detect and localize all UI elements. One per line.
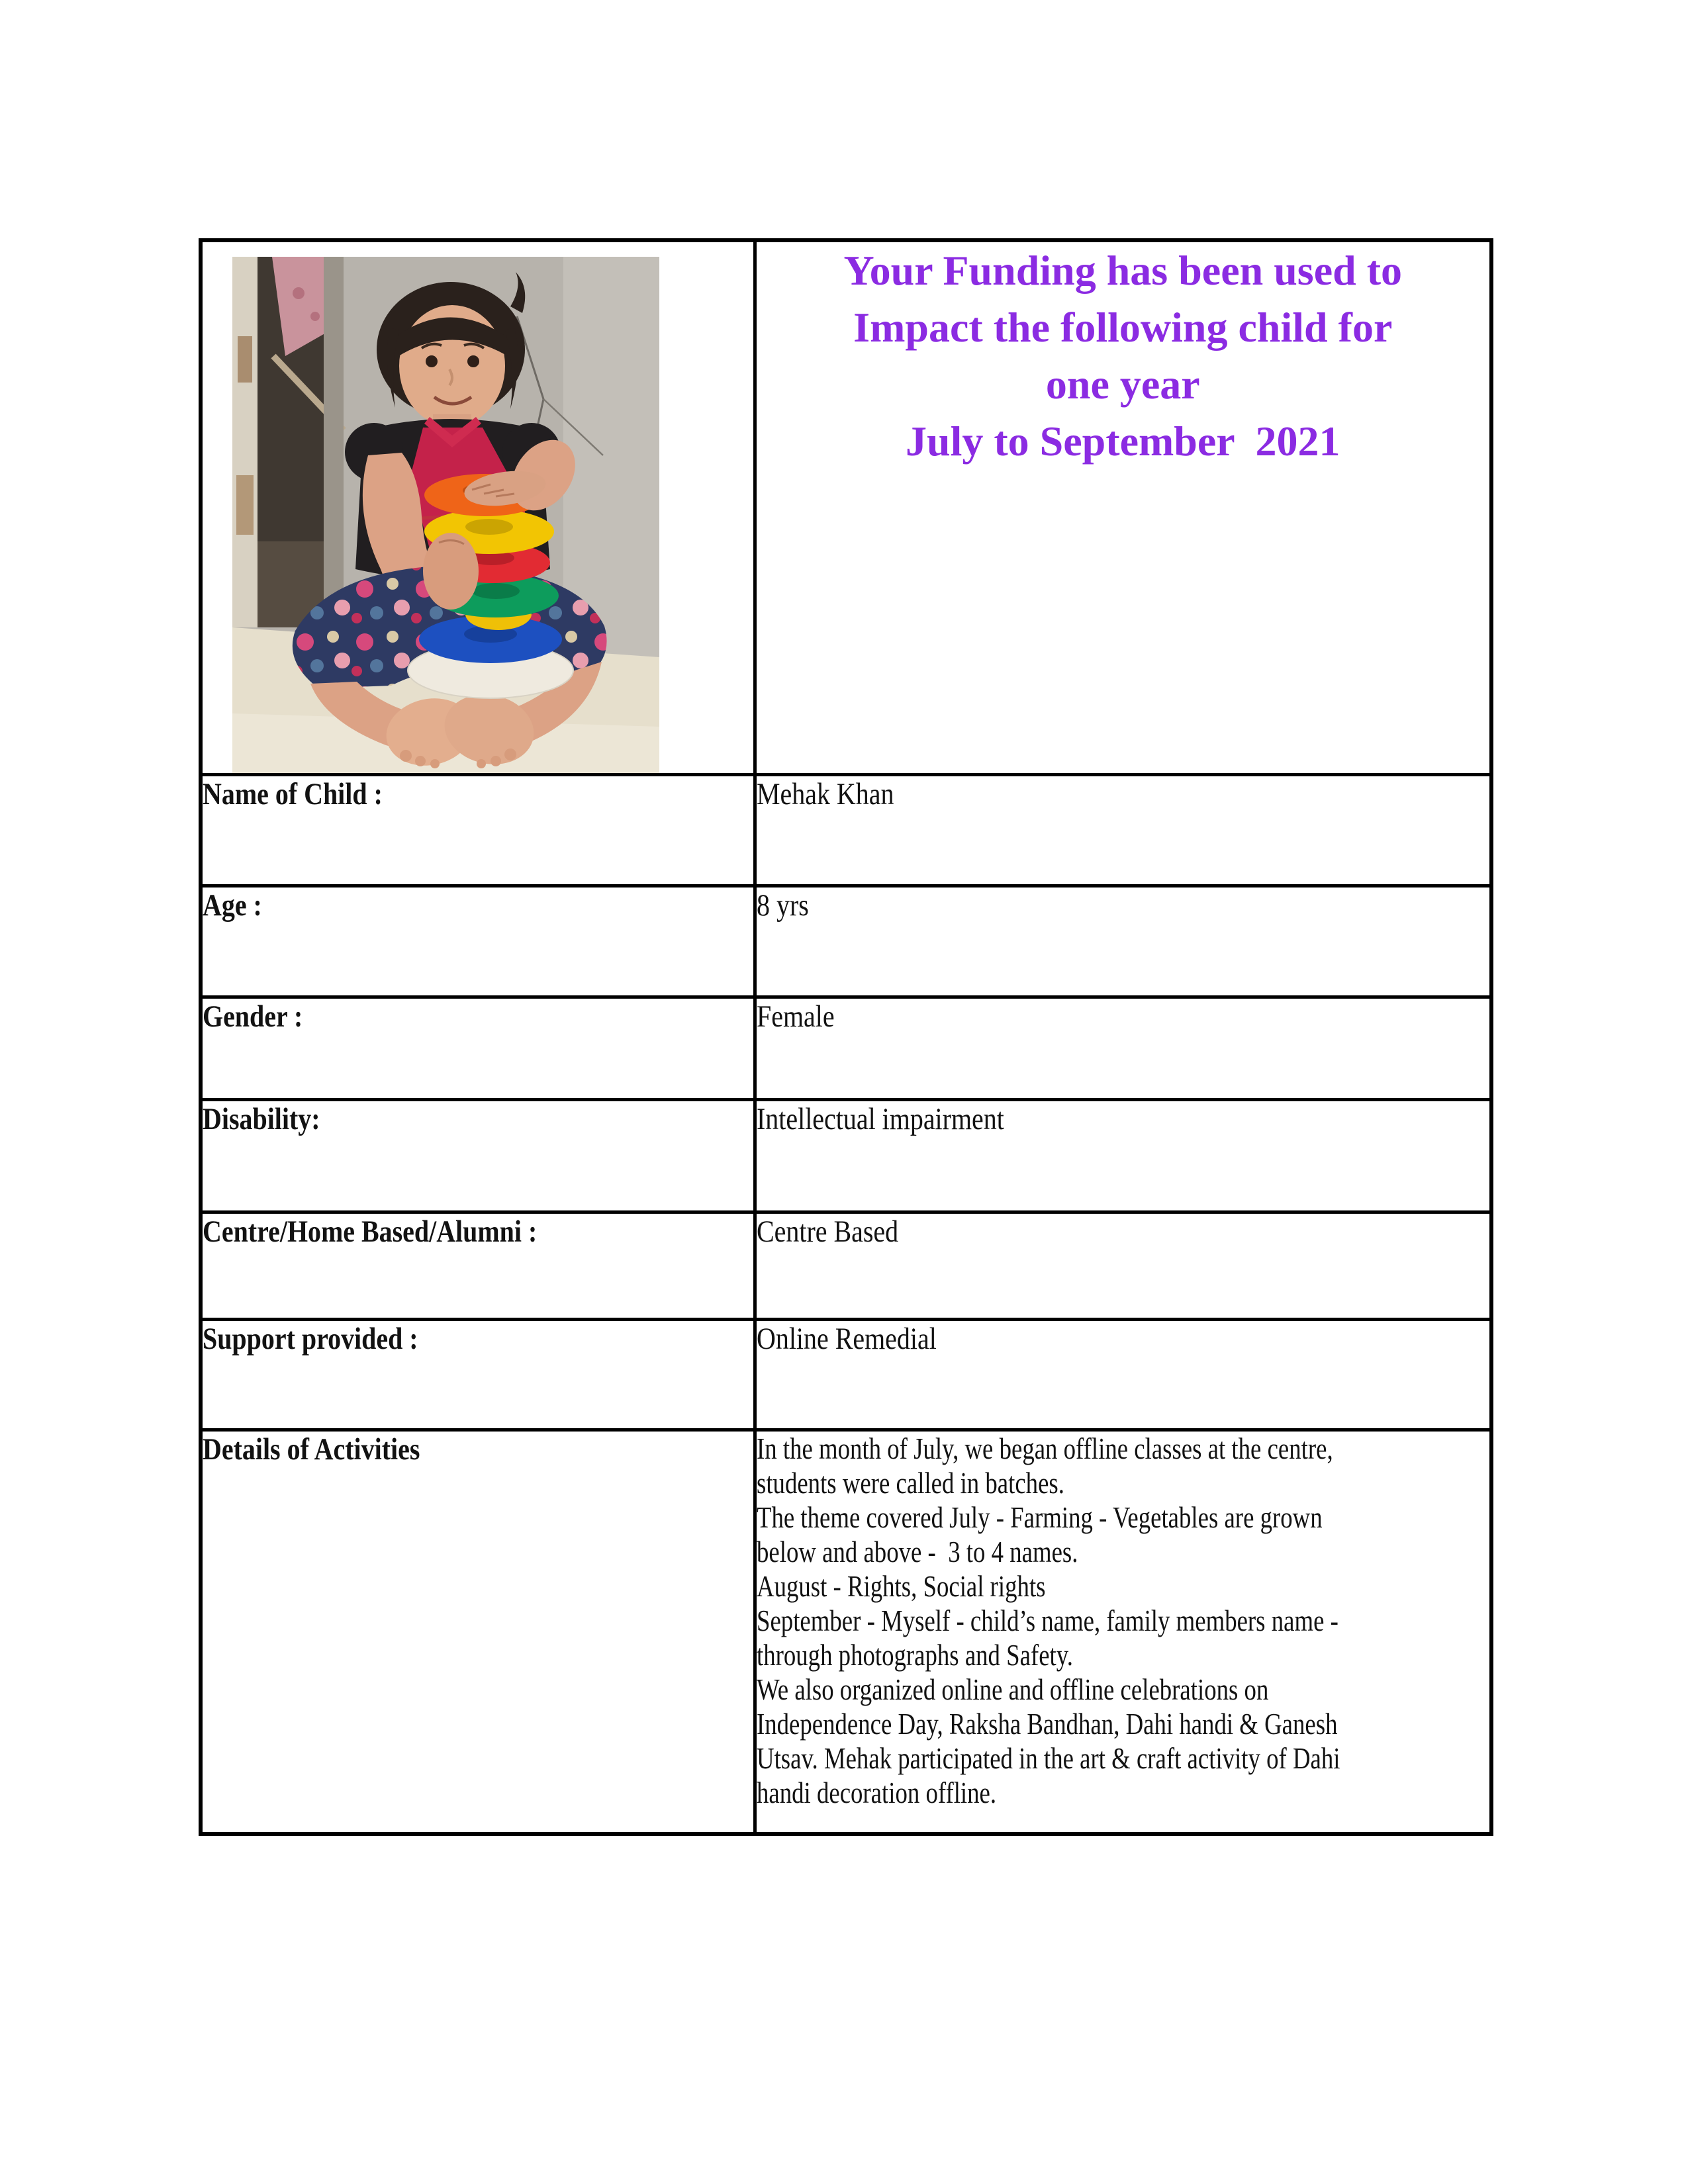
field-value: Intellectual impairment [756, 1102, 1004, 1136]
details-line: Independence Day, Raksha Bandhan, Dahi handi & Ganesh [756, 1707, 1337, 1741]
field-label: Disability: [203, 1102, 320, 1136]
field-label: Centre/Home Based/Alumni : [203, 1214, 538, 1249]
field-value: Online Remedial [756, 1322, 937, 1356]
field-label: Name of Child : [203, 777, 383, 811]
field-label: Gender : [203, 999, 303, 1034]
funding-report-table [199, 238, 1493, 1836]
field-label-cell [201, 775, 755, 886]
title-line: July to September 2021 [905, 418, 1340, 465]
field-label-cell [201, 1212, 755, 1320]
field-value: Centre Based [756, 1214, 898, 1249]
child-photo [232, 257, 659, 773]
table-row [201, 1320, 1491, 1430]
field-value: Female [756, 999, 835, 1034]
details-label: Details of Activities [203, 1432, 420, 1467]
title-cell [755, 240, 1491, 775]
field-value: 8 yrs [756, 888, 809, 923]
field-value-cell [755, 886, 1491, 997]
field-value-cell [755, 1320, 1491, 1430]
details-line: September - Myself - child’s name, family members name - [756, 1604, 1338, 1637]
field-value-cell [755, 1212, 1491, 1320]
details-line: We also organized online and offline celebrations on [756, 1672, 1268, 1706]
field-label-cell [201, 1320, 755, 1430]
field-label-cell [201, 997, 755, 1100]
details-value-cell [755, 1430, 1491, 1834]
field-value-cell [755, 1100, 1491, 1212]
field-value-cell [755, 997, 1491, 1100]
details-line: The theme covered July - Farming - Vegetables are grown [756, 1500, 1323, 1534]
title-line: Impact the following child for [853, 304, 1393, 351]
photo-cell [201, 240, 755, 775]
cupboard [232, 257, 344, 627]
details-line: August - Rights, Social rights [756, 1569, 1045, 1603]
details-text [757, 1432, 1490, 1810]
field-value: Mehak Khan [756, 777, 894, 811]
field-label: Age : [203, 888, 262, 923]
field-label-cell [201, 886, 755, 997]
field-value-cell [755, 775, 1491, 886]
field-label-cell [201, 1100, 755, 1212]
field-label: Support provided : [203, 1322, 418, 1356]
details-line: handi decoration offline. [756, 1776, 996, 1809]
table-row [201, 1100, 1491, 1212]
details-line: through photographs and Safety. [756, 1638, 1073, 1672]
title-line: Your Funding has been used to [843, 247, 1403, 294]
table-row [201, 997, 1491, 1100]
details-row [201, 1430, 1491, 1834]
table-row [201, 886, 1491, 997]
header-row [201, 240, 1491, 775]
details-line: students were called in batches. [756, 1466, 1064, 1500]
details-line: below and above - 3 to 4 names. [756, 1535, 1078, 1569]
details-line: In the month of July, we began offline classes at the centre, [756, 1432, 1333, 1465]
table-row [201, 775, 1491, 886]
child-photo-illustration [232, 257, 659, 773]
title-line: one year [1045, 361, 1200, 408]
details-line: Utsav. Mehak participated in the art & craft activity of Dahi [756, 1741, 1340, 1775]
table-row [201, 1212, 1491, 1320]
report-title [757, 242, 1490, 470]
details-label-cell [201, 1430, 755, 1834]
